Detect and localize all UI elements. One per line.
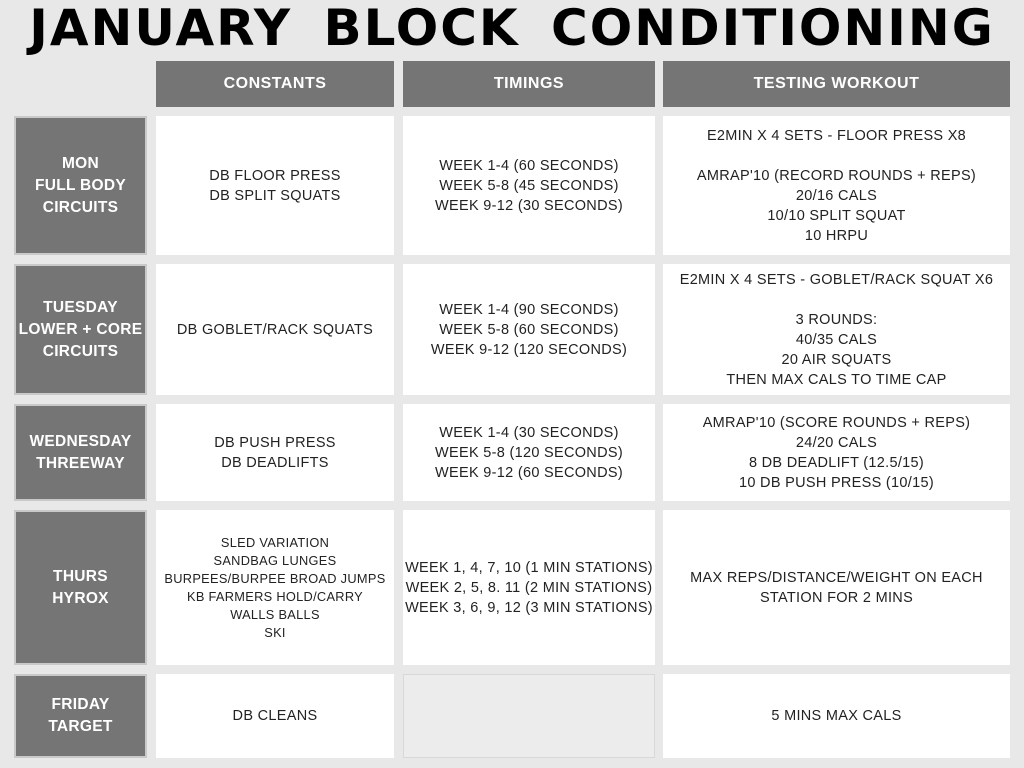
testing-item: 10/10 SPLIT SQUAT	[767, 207, 906, 224]
day-label: WEDNESDAY	[29, 432, 132, 450]
timing-item: WEEK 5-8 (120 SECONDS)	[435, 444, 623, 461]
testing-item: 40/35 CALS	[795, 331, 878, 348]
constant-item: WALLS BALLS	[230, 606, 320, 622]
page-title: JANUARY BLOCK CONDITIONING	[29, 0, 995, 57]
header-timings-label: TIMINGS	[493, 75, 565, 92]
testing-item: STATION FOR 2 MINS	[759, 589, 914, 606]
timings-cell-mon	[403, 116, 655, 255]
testing-item: 24/20 CALS	[795, 434, 878, 451]
timing-item: WEEK 1, 4, 7, 10 (1 MIN STATIONS)	[405, 559, 653, 576]
timings-cell-thurs	[403, 510, 655, 665]
header-timings	[403, 61, 655, 107]
testing-item: E2MIN X 4 SETS - GOBLET/RACK SQUAT X6	[679, 271, 994, 288]
timing-item: WEEK 5-8 (45 SECONDS)	[439, 177, 619, 194]
constant-item: DB FLOOR PRESS	[209, 167, 341, 184]
timings-cell-wednesday	[403, 404, 655, 501]
timing-item: WEEK 3, 6, 9, 12 (3 MIN STATIONS)	[405, 599, 653, 616]
testing-cell-mon	[663, 116, 1010, 255]
constant-item: SLED VARIATION	[220, 534, 330, 550]
testing-cell-wednesday	[663, 404, 1010, 501]
day-label: FULL BODY	[34, 176, 127, 194]
day-label: HYROX	[52, 589, 109, 607]
constants-cell-wednesday	[156, 404, 394, 501]
day-cell-wednesday	[14, 404, 147, 501]
constants-cell-tuesday	[156, 264, 394, 395]
testing-item: 10 DB PUSH PRESS (10/15)	[739, 474, 934, 491]
constant-item: DB GOBLET/RACK SQUATS	[176, 321, 374, 338]
day-label: THURS	[53, 567, 108, 585]
day-cell-mon	[14, 116, 147, 255]
testing-item: THEN MAX CALS TO TIME CAP	[726, 371, 947, 388]
constants-cell-friday	[156, 674, 394, 758]
constant-item: DB DEADLIFTS	[221, 454, 329, 471]
testing-cell-friday	[663, 674, 1010, 758]
day-cell-thurs	[14, 510, 147, 665]
constants-cell-thurs	[156, 510, 394, 665]
testing-item: MAX REPS/DISTANCE/WEIGHT ON EACH	[690, 569, 983, 586]
day-label: CIRCUITS	[42, 198, 119, 216]
constants-cell-mon	[156, 116, 394, 255]
constant-item: DB SPLIT SQUATS	[209, 187, 341, 204]
constant-item: SANDBAG LUNGES	[213, 552, 337, 568]
timings-cell-tuesday	[403, 264, 655, 395]
timing-item: WEEK 2, 5, 8. 11 (2 MIN STATIONS)	[405, 579, 653, 596]
timing-item: WEEK 1-4 (60 SECONDS)	[439, 157, 619, 174]
testing-item: AMRAP'10 (SCORE ROUNDS + REPS)	[702, 414, 971, 431]
day-cell-friday	[14, 674, 147, 758]
day-cell-tuesday	[14, 264, 147, 395]
day-label: TARGET	[48, 718, 113, 735]
constant-item: SKI	[264, 624, 286, 640]
timings-cell-friday-empty	[403, 674, 655, 758]
testing-item: 20 AIR SQUATS	[781, 351, 892, 368]
timing-item: WEEK 9-12 (60 SECONDS)	[435, 464, 623, 481]
day-label: FRIDAY	[51, 696, 110, 713]
constant-item: DB CLEANS	[232, 708, 318, 724]
constant-item: KB FARMERS HOLD/CARRY	[186, 588, 363, 604]
header-constants-label: CONSTANTS	[223, 75, 327, 92]
header-testing-workout	[663, 61, 1010, 107]
timing-item: WEEK 1-4 (30 SECONDS)	[439, 424, 619, 441]
day-label: THREEWAY	[36, 454, 125, 472]
testing-item: 8 DB DEADLIFT (12.5/15)	[748, 454, 925, 471]
timing-item: WEEK 1-4 (90 SECONDS)	[439, 301, 619, 318]
testing-item: 20/16 CALS	[795, 187, 878, 204]
testing-cell-tuesday	[663, 264, 1010, 395]
testing-item: E2MIN X 4 SETS - FLOOR PRESS X8	[706, 127, 967, 144]
day-label: CIRCUITS	[42, 342, 119, 360]
timing-item: WEEK 9-12 (120 SECONDS)	[430, 341, 628, 358]
day-label: MON	[61, 154, 100, 172]
header-constants	[156, 61, 394, 107]
testing-item: 5 MINS MAX CALS	[771, 708, 902, 724]
day-label: TUESDAY	[43, 298, 118, 316]
testing-item: 3 ROUNDS:	[795, 311, 878, 328]
testing-cell-thurs	[663, 510, 1010, 665]
constant-item: DB PUSH PRESS	[214, 434, 336, 451]
header-testing-label: TESTING WORKOUT	[753, 75, 920, 92]
day-label: LOWER + CORE	[18, 320, 143, 338]
timing-item: WEEK 5-8 (60 SECONDS)	[439, 321, 619, 338]
testing-item: AMRAP'10 (RECORD ROUNDS + REPS)	[696, 167, 977, 184]
timing-item: WEEK 9-12 (30 SECONDS)	[435, 197, 623, 214]
constant-item: BURPEES/BURPEE BROAD JUMPS	[164, 570, 386, 586]
testing-item: 10 HRPU	[804, 227, 869, 244]
